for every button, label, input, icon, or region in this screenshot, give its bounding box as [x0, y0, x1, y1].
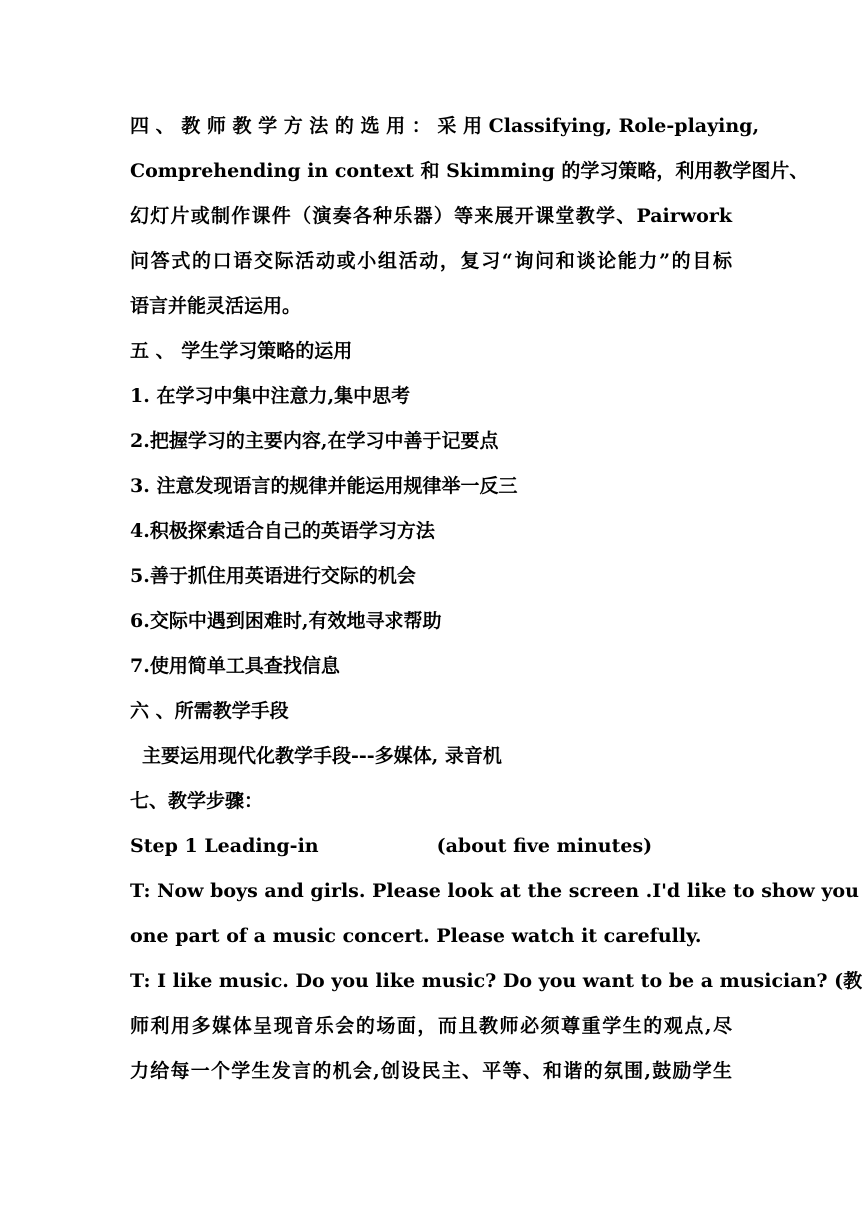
step1-line-1: T: Now boys and girls. Please look at the screen .I'd like to show you — [130, 880, 859, 902]
section5-item-4: 4.积极探索适合自己的英语学习方法 — [130, 520, 435, 542]
section4-line-5: 语言并能灵活运用。 — [130, 295, 302, 317]
section4-line-4: 问答式的口语交际活动或小组活动，复习“询问和谈论能力”的目标 — [130, 250, 732, 272]
step1-line-5: 力给每一个学生发言的机会,创设民主、平等、和谐的氛围,鼓励学生 — [130, 1060, 732, 1082]
section6-heading: 六 、所需教学手段 — [130, 700, 289, 722]
section5-item-1: 1. 在学习中集中注意力,集中思考 — [130, 385, 411, 407]
section5-item-5: 5.善于抓住用英语进行交际的机会 — [130, 565, 416, 587]
step1-line-4: 师利用多媒体呈现音乐会的场面，而且教师必须尊重学生的观点,尽 — [130, 1015, 732, 1037]
section4-line-2: Comprehending in context 和 Skimming 的学习策略，利用教学图片、 — [130, 160, 809, 182]
step1-time: (about five minutes) — [436, 835, 653, 857]
section5-item-7: 7.使用简单工具查找信息 — [130, 655, 340, 677]
section7-heading: 七、教学步骤： — [130, 790, 264, 812]
section4-line-3: 幻灯片或制作课件（演奏各种乐器）等来展开课堂教学、Pairwork — [130, 205, 732, 227]
section5-heading: 五 、 学生学习策略的运用 — [130, 340, 353, 362]
section5-item-2: 2.把握学习的主要内容,在学习中善于记要点 — [130, 430, 499, 452]
section6-body: 主要运用现代化教学手段---多媒体, 录音机 — [142, 745, 502, 767]
step1-title: Step 1 Leading-in — [130, 835, 319, 857]
section4-line-1: 四 、 教 师 教 学 方 法 的 选 用 ： 采 用 Classifying, Role-playing, — [130, 115, 760, 137]
section5-item-6: 6.交际中遇到困难时,有效地寻求帮助 — [130, 610, 442, 632]
step1-line-3: T: I like music. Do you like music? Do you want to be a musician? (教 — [130, 970, 862, 992]
document-body — [130, 104, 862, 1094]
step1-heading — [130, 824, 732, 869]
step1-line-2: one part of a music concert. Please watch it carefully. — [130, 925, 702, 947]
section5-item-3: 3. 注意发现语言的规律并能运用规律举一反三 — [130, 475, 518, 497]
